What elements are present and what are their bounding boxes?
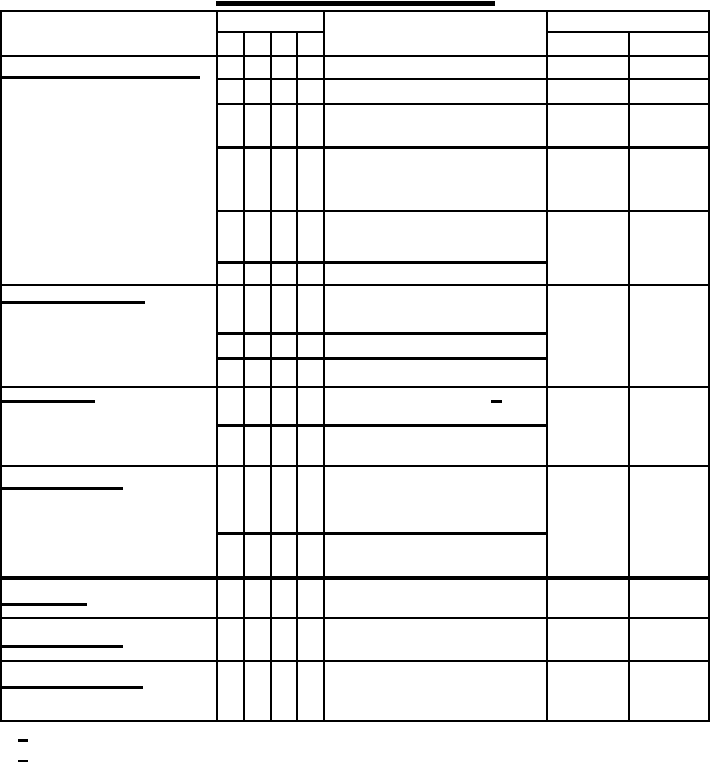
subcolumn-divider-3 xyxy=(296,31,298,722)
section-divider xyxy=(0,284,710,286)
row-divider-middle-only xyxy=(218,424,548,427)
middle-column-dash xyxy=(491,400,502,403)
row-divider xyxy=(218,146,710,149)
table-top-border xyxy=(0,10,710,12)
title-underline xyxy=(216,1,495,6)
section-divider xyxy=(0,576,710,580)
row-divider xyxy=(218,103,710,105)
blank-field-underline-2 xyxy=(2,301,145,304)
header-bottom-border xyxy=(0,55,710,57)
blank-field-underline-7 xyxy=(2,686,143,689)
table-bottom-border xyxy=(0,720,710,722)
blank-field-underline-5 xyxy=(2,603,87,606)
row-divider-middle-only xyxy=(218,532,548,535)
row-divider xyxy=(218,210,710,212)
table-right-border xyxy=(708,10,710,722)
section-divider xyxy=(0,386,710,388)
section-divider xyxy=(0,660,710,662)
right-subcolumn-divider xyxy=(628,31,630,722)
row-divider-middle-only xyxy=(218,261,548,264)
section-divider xyxy=(0,617,710,619)
table-left-border xyxy=(0,10,2,722)
subcolumn-divider-2 xyxy=(270,31,272,722)
column-divider-3 xyxy=(546,10,548,722)
section-divider xyxy=(0,465,710,467)
blank-field-underline-6 xyxy=(2,645,123,648)
blank-field-underline-4 xyxy=(2,487,123,490)
row-divider-middle-only xyxy=(218,332,548,335)
row-divider-middle-only xyxy=(218,357,548,360)
subcolumn-divider-1 xyxy=(243,31,245,722)
footnote-dash-2 xyxy=(18,760,28,762)
blank-field-underline-1 xyxy=(2,76,200,79)
blank-field-underline-3 xyxy=(2,400,95,403)
footnote-dash-1 xyxy=(18,739,28,742)
column-divider-2 xyxy=(323,10,325,722)
row-divider xyxy=(218,78,710,80)
column-divider-1 xyxy=(216,10,218,722)
